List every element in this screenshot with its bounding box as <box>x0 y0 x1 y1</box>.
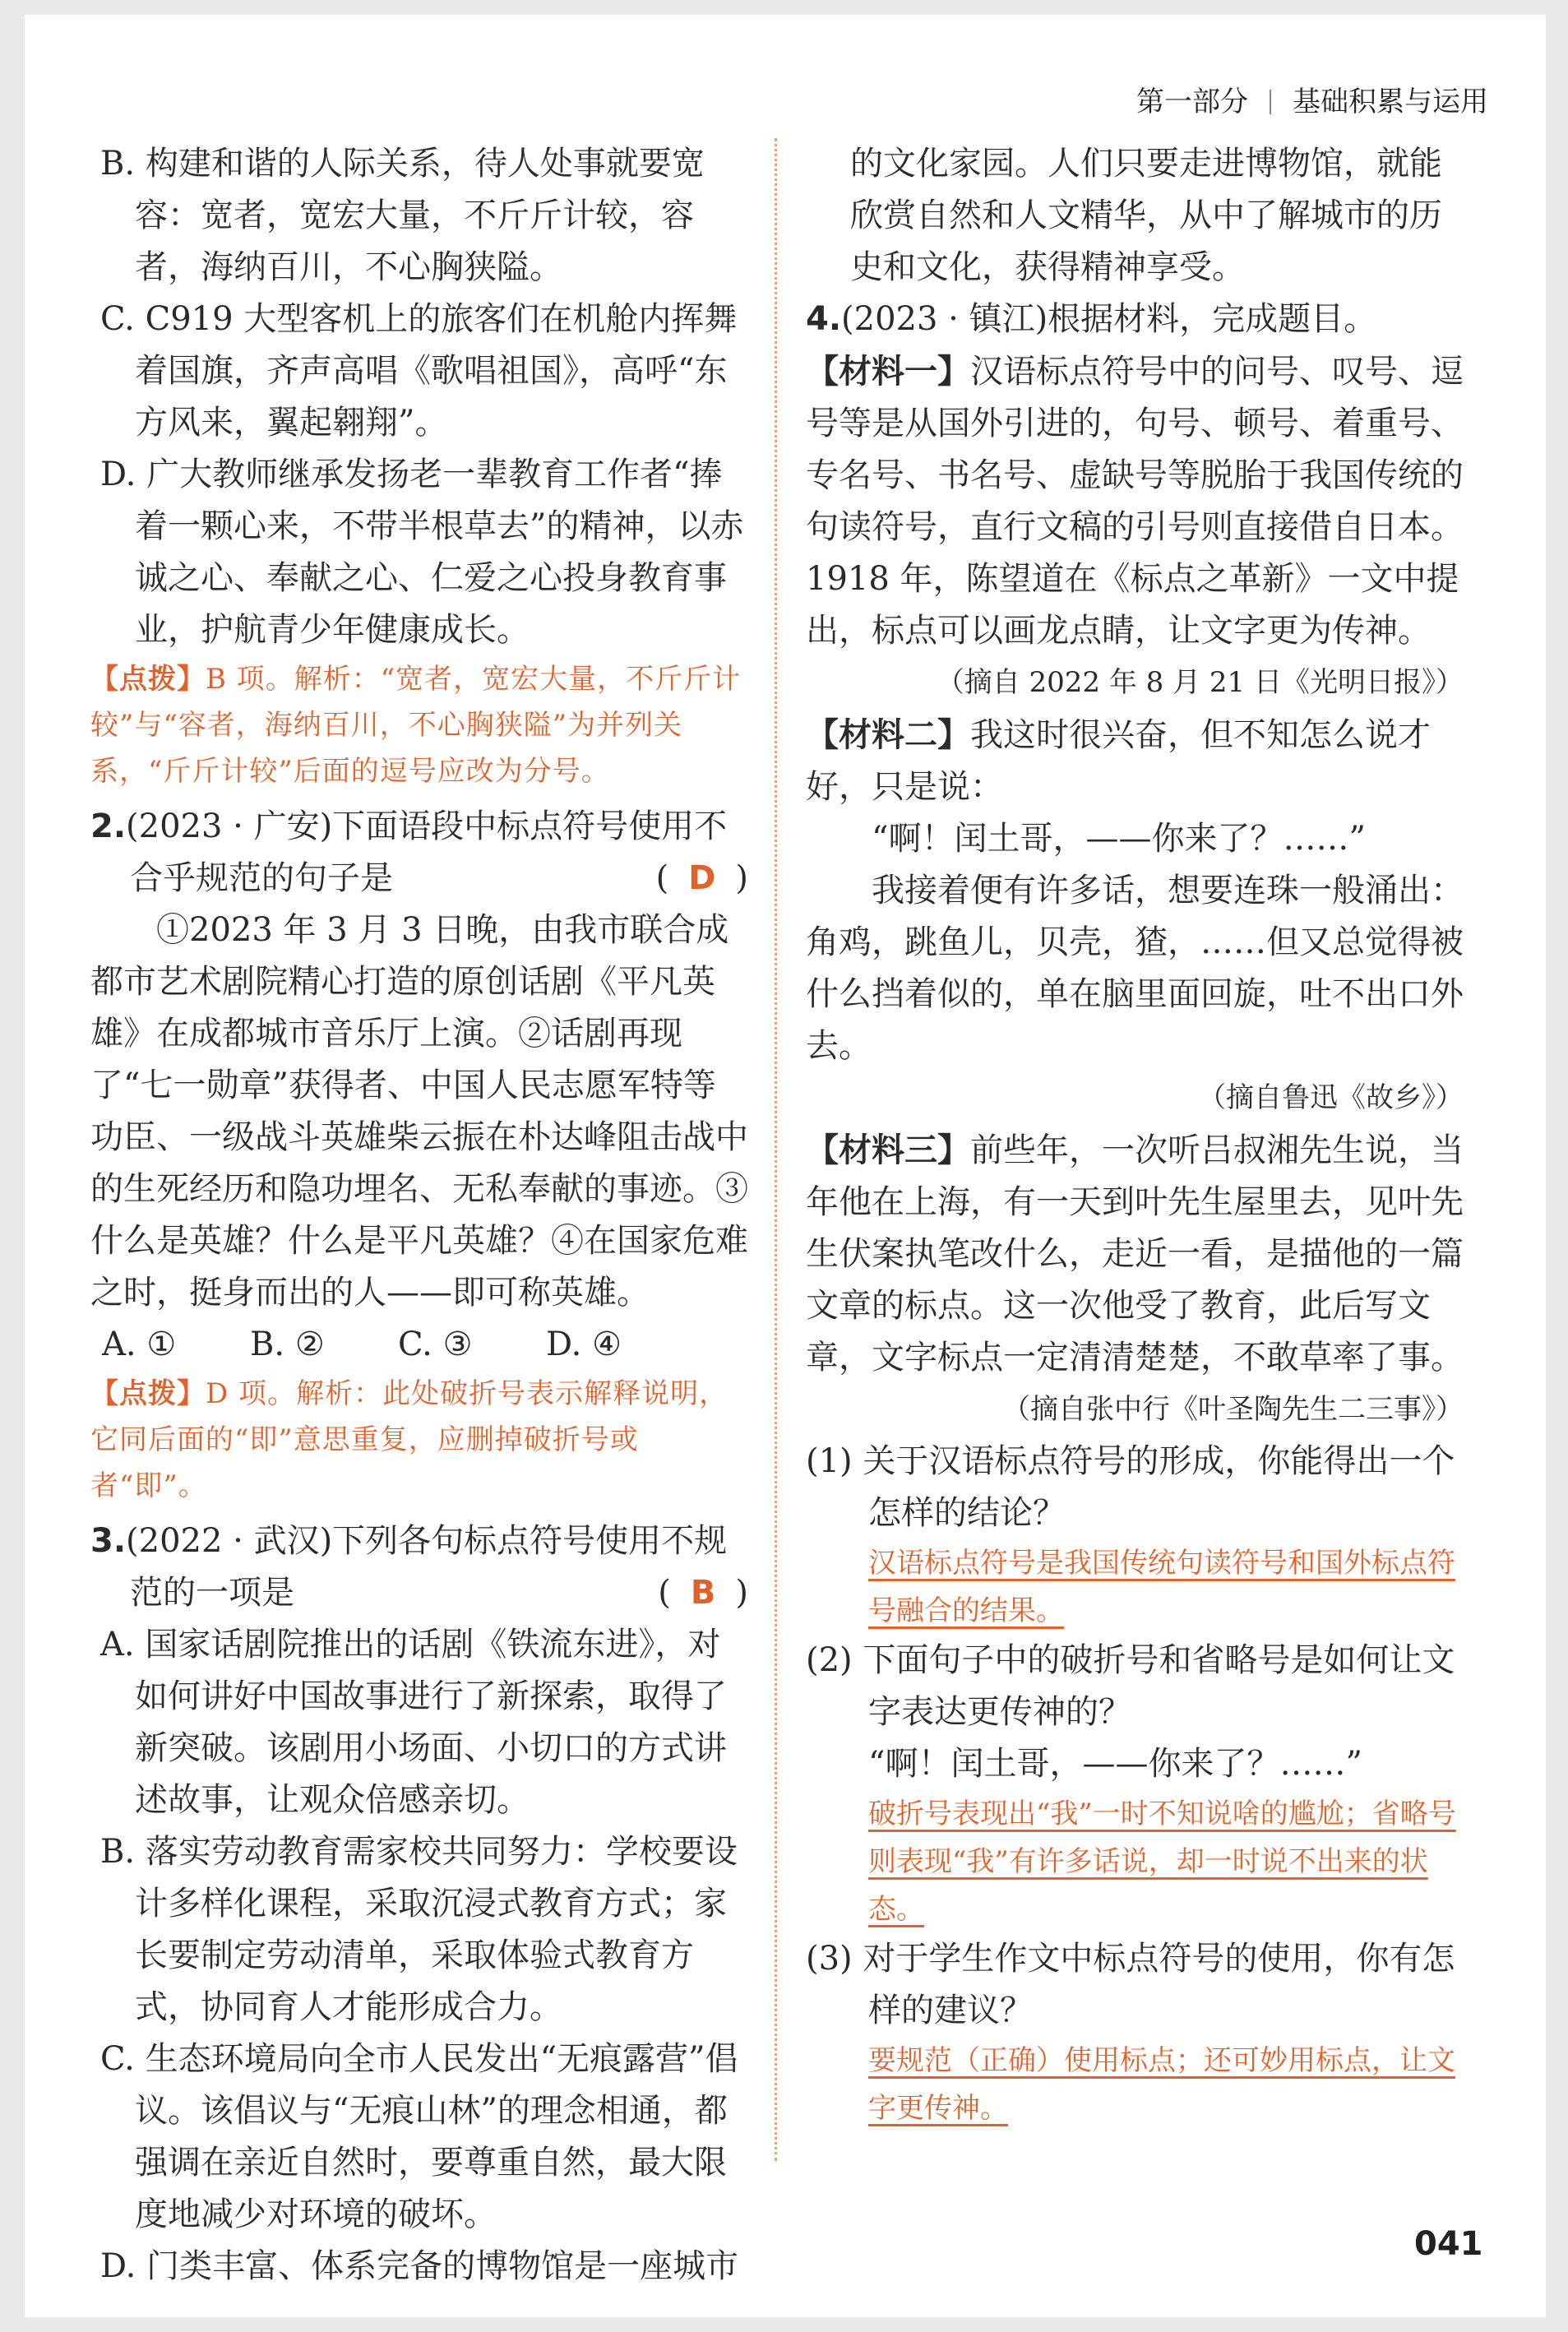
q2-hint <box>90 1371 748 1509</box>
hint-tag: 【点拨】 <box>90 1377 206 1410</box>
material-1-text: 汉语标点符号中的问号、叹号、逗号等是从国外引进的，句号、顿号、着重号、专名号、书名号、虚缺号等脱胎于我国传统的句读符号，直行文稿的引号则直接借自日本。1918 年，陈望道在《标点之革新》一文中提出，标点可以画龙点睛，让文字更为传神。 <box>806 353 1464 650</box>
header-section: 基础积累与运用 <box>1293 86 1488 118</box>
material-2-label: 【材料二】 <box>806 715 970 754</box>
material-1 <box>806 345 1464 657</box>
q2-number: 2. <box>90 807 127 845</box>
q2-answer: D <box>688 859 716 897</box>
q4-number: 4. <box>806 300 842 338</box>
q2-choice-c: C. ③ <box>398 1326 473 1363</box>
right-column <box>806 138 1464 2132</box>
q1-option-b: B. 构建和谐的人际关系，待人处事就要宽容：宽者，宽宏大量，不斤斤计较，容者，海纳百川，不心胸狭隘。 <box>100 145 705 286</box>
q1-option-c: C. C919 大型客机上的旅客们在机舱内挥舞着国旗，齐声高唱《歌唱祖国》，高呼“东方风来，翼起翱翔”。 <box>100 300 738 442</box>
material-1-source: （摘自 2022 年 8 月 21 日《光明日报》） <box>936 666 1464 699</box>
q2-choices <box>90 1319 748 1371</box>
q3-stem-text: (2022 · 武汉)下列各句标点符号使用不规范的一项是 <box>126 1522 728 1612</box>
q4-stem <box>806 294 1464 345</box>
sub-question-3: (3) 对于学生作文中标点符号的使用，你有怎样的建议？ <box>806 1940 1455 2029</box>
material-3-text: 前些年，一次听吕叔湘先生说，当年他在上海，有一天到叶先生屋里去，见叶先生伏案执笔改什么，走近一看，是描他的一篇文章的标点。这一次他受了教育，此后写文章，文字标点一定清清楚楚，不敢草率了事。 <box>806 1131 1464 1377</box>
q3-answer-bracket: ( B ) <box>658 1574 748 1612</box>
q3-option-c: C. 生态环境局向全市人民发出“无痕露营”倡议。该倡议与“无痕山林”的理念相通，都强调在亲近自然时，要尊重自然，最大限度地减少对环境的破坏。 <box>100 2040 738 2233</box>
q3-stem <box>90 1515 748 1619</box>
q2-stem <box>90 801 748 905</box>
left-column <box>90 138 748 2293</box>
sub-answer-1: 汉语标点符号是我国传统句读符号和国外标点符号融合的结果。 <box>868 1547 1455 1627</box>
material-2-quote: “啊！闰土哥，——你来了？……” <box>872 820 1366 858</box>
q2-choice-b: B. ② <box>250 1326 325 1363</box>
material-2-text-a: 我这时很兴奋，但不知怎么说才好，只是说： <box>806 716 1431 806</box>
q3-option-d: D. 门类丰富、体系完备的博物馆是一座城市 <box>100 2247 739 2285</box>
q1-option-d: D. 广大教师继承发扬老一辈教育工作者“捧着一颗心来，不带半根草去”的精神，以赤诚之心、奉献之心、仁爱之心投身教育事业，护航青少年健康成长。 <box>100 456 744 649</box>
column-divider <box>775 138 777 2161</box>
q3-option-b: B. 落实劳动教育需家校共同努力：学校要设计多样化课程，采取沉浸式教育方式；家长要制定劳动清单，采取体验式教育方式，协同育人才能形成合力。 <box>100 1833 738 2026</box>
material-3-source: （摘自张中行《叶圣陶先生二三事》） <box>1002 1393 1464 1426</box>
q2-choice-a: A. ① <box>102 1326 177 1363</box>
running-header <box>1136 79 1488 119</box>
q1-hint <box>90 656 748 794</box>
q2-answer-bracket: ( D ) <box>655 859 748 897</box>
material-3-label: 【材料三】 <box>806 1131 970 1169</box>
q3-answer: B <box>690 1574 716 1612</box>
sub-answer-2: 破折号表现出“我”一时不知说啥的尴尬；省略号则表现“我”有许多话说，却一时说不出来的状态。 <box>868 1798 1456 1926</box>
material-2-source: （摘自鲁迅《故乡》） <box>1198 1081 1464 1114</box>
q4-stem-text: (2023 · 镇江)根据材料，完成题目。 <box>841 300 1377 338</box>
q2-stem-text: (2023 · 广安)下面语段中标点符号使用不合乎规范的句子是 <box>126 807 728 897</box>
material-1-label: 【材料一】 <box>806 352 970 391</box>
header-part: 第一部分 <box>1136 86 1248 118</box>
q3-number: 3. <box>90 1522 127 1560</box>
header-divider <box>1270 90 1271 114</box>
q3-option-d-continued: 的文化家园。人们只要走进博物馆，就能欣赏自然和人文精华，从中了解城市的历史和文化，获得精神享受。 <box>850 145 1442 286</box>
material-2 <box>806 709 1464 813</box>
sub-question-2-quote: “啊！闰土哥，——你来了？……” <box>868 1745 1362 1783</box>
q2-passage: ①2023 年 3 月 3 日晚，由我市联合成都市艺术剧院精心打造的原创话剧《平凡英雄》在成都城市音乐厅上演。②话剧再现了“七一勋章”获得者、中国人民志愿军特等功臣、一级战斗英雄柴云振在朴达峰阻击战中的生死经历和隐功埋名、无私奉献的事迹。③什么是英雄？什么是平凡英雄？④在国家危难之时，挺身而出的人——即可称英雄。 <box>90 911 748 1312</box>
sub-answer-3: 要规范（正确）使用标点；还可妙用标点，让文字更传神。 <box>868 2044 1455 2125</box>
material-3 <box>806 1124 1464 1384</box>
q2-hint-text: D 项。解析：此处破折号表示解释说明，它同后面的“即”意思重复，应删掉破折号或者“即”。 <box>90 1377 728 1502</box>
hint-tag: 【点拨】 <box>90 663 206 696</box>
q3-option-a: A. 国家话剧院推出的话剧《铁流东进》，对如何讲好中国故事进行了新探索，取得了新突破。该剧用小场面、小切口的方式讲述故事，让观众倍感亲切。 <box>100 1626 727 1819</box>
q2-choice-d: D. ④ <box>546 1326 622 1363</box>
material-2-text-c: 我接着便有许多话，想要连珠一般涌出：角鸡，跳鱼儿，贝壳，猹，……但又总觉得被什么挡着似的，单在脑里面回旋，吐不出口外去。 <box>806 872 1464 1065</box>
page <box>25 15 1546 2317</box>
sub-question-2: (2) 下面句子中的破折号和省略号是如何让文字表达更传神的？ <box>806 1641 1455 1731</box>
page-number: 041 <box>1414 2225 1483 2263</box>
sub-question-1: (1) 关于汉语标点符号的形成，你能得出一个怎样的结论？ <box>806 1442 1455 1532</box>
q1-hint-text: B 项。解析：“宽者，宽宏大量，不斤斤计较”与“容者，海纳百川，不心胸狭隘”为并列关系，“斤斤计较”后面的逗号应改为分号。 <box>90 663 742 788</box>
